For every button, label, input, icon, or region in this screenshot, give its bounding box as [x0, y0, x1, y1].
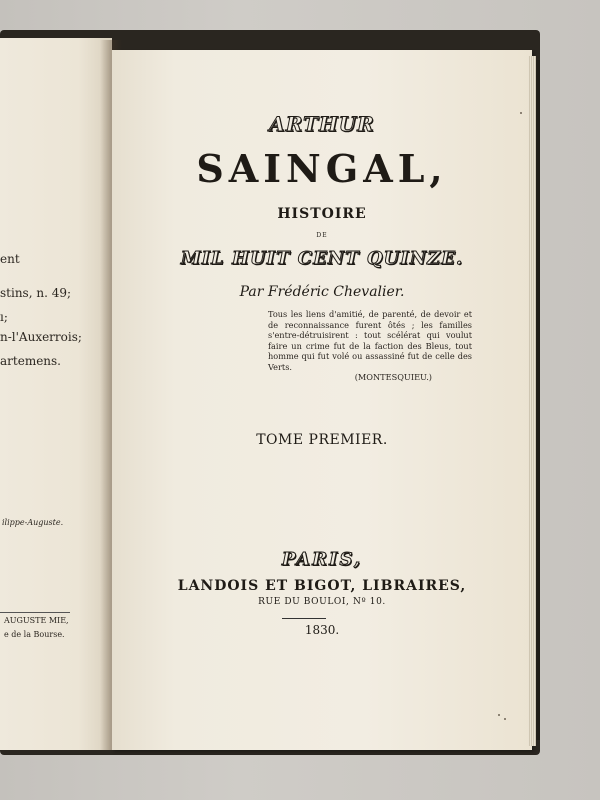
left-page-line: ent — [0, 252, 20, 266]
subtitle: HISTOIRE — [277, 206, 367, 222]
left-page-line: artemens. — [0, 354, 61, 368]
imprint-publisher: LANDOIS ET BIGOT, LIBRAIRES, — [177, 578, 467, 594]
imprint-city: PARIS, — [281, 549, 363, 570]
paper-speck — [504, 718, 506, 720]
left-page-printer-address: e de la Bourse. — [4, 630, 65, 639]
paper-speck — [498, 714, 500, 716]
paper-speck — [520, 112, 522, 114]
left-page-printer: AUGUSTE MIE, — [4, 616, 69, 625]
subtitle-connector: DE — [316, 232, 328, 239]
left-page-rule — [0, 612, 70, 613]
volume-label: TOME PREMIER. — [256, 432, 388, 448]
subtitle-year: MIL HUIT CENT QUINZE. — [180, 248, 464, 269]
left-page-street: ilippe-Auguste. — [2, 518, 64, 527]
left-page-line: ı; — [0, 310, 8, 324]
left-page — [0, 38, 112, 750]
imprint-date: 1830. — [304, 623, 340, 637]
author-line: Par Frédéric Chevalier. — [239, 284, 405, 300]
imprint-rule — [282, 618, 326, 619]
left-page-line: n-l'Auxerrois; — [0, 330, 82, 344]
imprint-address: RUE DU BOULOI, Nº 10. — [258, 597, 386, 607]
title-line-1: ARTHUR — [269, 112, 375, 136]
epigraph-text: Tous les liens d'amitié, de parenté, de devoir et de reconnaissance furent ôtés ; les familles s'entre-détruisirent : tout scélérat qui voulut faire un crime fut de la faction des Bleus, tout homme qui fut volé ou assassiné fut de celle des Verts. — [268, 309, 472, 372]
left-page-line: stins, n. 49; — [0, 286, 72, 300]
epigraph-attribution: (MONTESQUIEU.) — [354, 372, 432, 382]
title-line-2: SAINGAL, — [196, 146, 448, 191]
epigraph — [268, 309, 472, 383]
